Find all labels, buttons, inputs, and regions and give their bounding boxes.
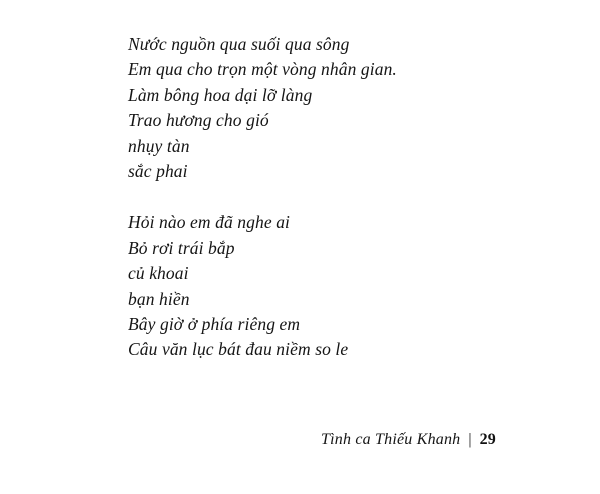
poem-line: Làm bông hoa dại lỡ làng bbox=[128, 84, 313, 105]
poem-line: Câu văn lục bát đau niềm so le bbox=[128, 339, 349, 360]
poem-line: Nước nguồn qua suối qua sông bbox=[128, 34, 350, 54]
poem-line: củ khoai bbox=[128, 263, 189, 284]
page-number: 29 bbox=[479, 431, 496, 448]
footer-separator: | bbox=[468, 431, 472, 448]
poem-stanza bbox=[128, 32, 548, 184]
poem-line: Hỏi nào em đã nghe ai bbox=[128, 212, 291, 233]
poem-body bbox=[128, 32, 548, 363]
poem-line: sắc phai bbox=[128, 161, 188, 182]
poem-line: bạn hiền bbox=[128, 288, 190, 309]
poem-line: nhụy tàn bbox=[128, 135, 190, 156]
footer-book-title: Tình ca Thiếu Khanh bbox=[321, 431, 461, 448]
poem-line: Bỏ rơi trái bắp bbox=[128, 237, 235, 258]
poem-line: Bây giờ ở phía riêng em bbox=[128, 314, 301, 335]
poem-line: Trao hương cho gió bbox=[128, 110, 269, 131]
poem-stanza bbox=[128, 210, 548, 362]
poem-line: Em qua cho trọn một vòng nhân gian. bbox=[128, 59, 397, 80]
page-footer bbox=[321, 431, 496, 449]
